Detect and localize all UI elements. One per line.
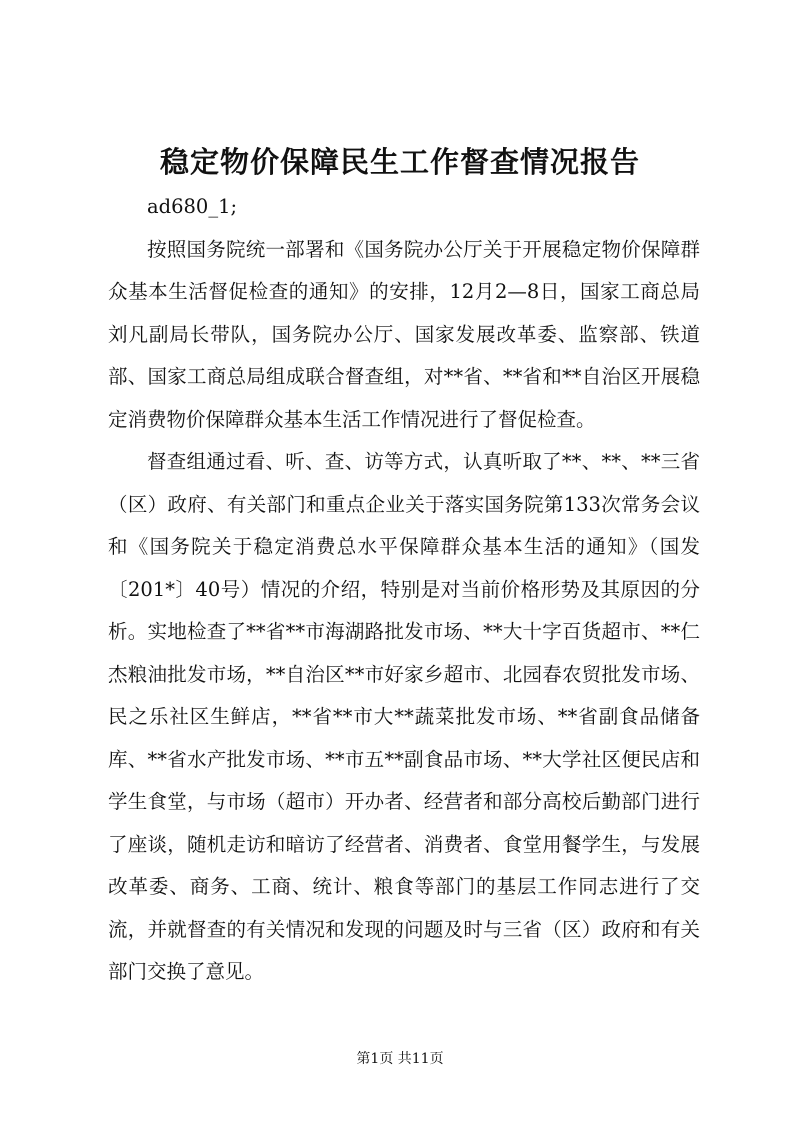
page-number-footer: 第1页 共11页 (356, 1051, 444, 1067)
paragraph-2: 督查组通过看、听、查、访等方式，认真听取了**、**、**三省（区）政府、有关部门和重点企业关于落实国务院第133次常务会议和《国务院关于稳定消费总水平保障群众基本生活的通知》（国发〔201*〕40号）情况的介绍，特别是对当前价格形势及其原因的分析。实地检查了**省**市海湖路批发市场、**大十字百货超市、**仁杰粮油批发市场，**自治区**市好家乡超市、北园春农贸批发市场、民之乐社区生鲜店，**省**市大**蔬菜批发市场、**省副食品储备库、**省水产批发市场、**市五**副食品市场、**大学社区便民店和学生食堂，与市场（超市）开办者、经营者和部分高校后勤部门进行了座谈，随机走访和暗访了经营者、消费者、食堂用餐学生，与发展改革委、商务、工商、统计、粮食等部门的基层工作同志进行了交流，并就督查的有关情况和发现的问题及时与三省（区）政府和有关部门交换了意见。 (108, 450, 700, 983)
paragraph-1: 按照国务院统一部署和《国务院办公厅关于开展稳定物价保障群众基本生活督促检查的通知》的安排，12月2—8日，国家工商总局刘凡副局长带队，国务院办公厅、国家发展改革委、监察部、铁道部、国家工商总局组成联合督查组，对**省、**省和**自治区开展稳定消费物价保障群众基本生活工作情况进行了督促检查。 (108, 237, 700, 431)
page-title: 稳定物价保障民生工作督查情况报告 (159, 145, 640, 179)
code-line: ad680_1; (147, 195, 238, 218)
document-body (108, 186, 700, 994)
